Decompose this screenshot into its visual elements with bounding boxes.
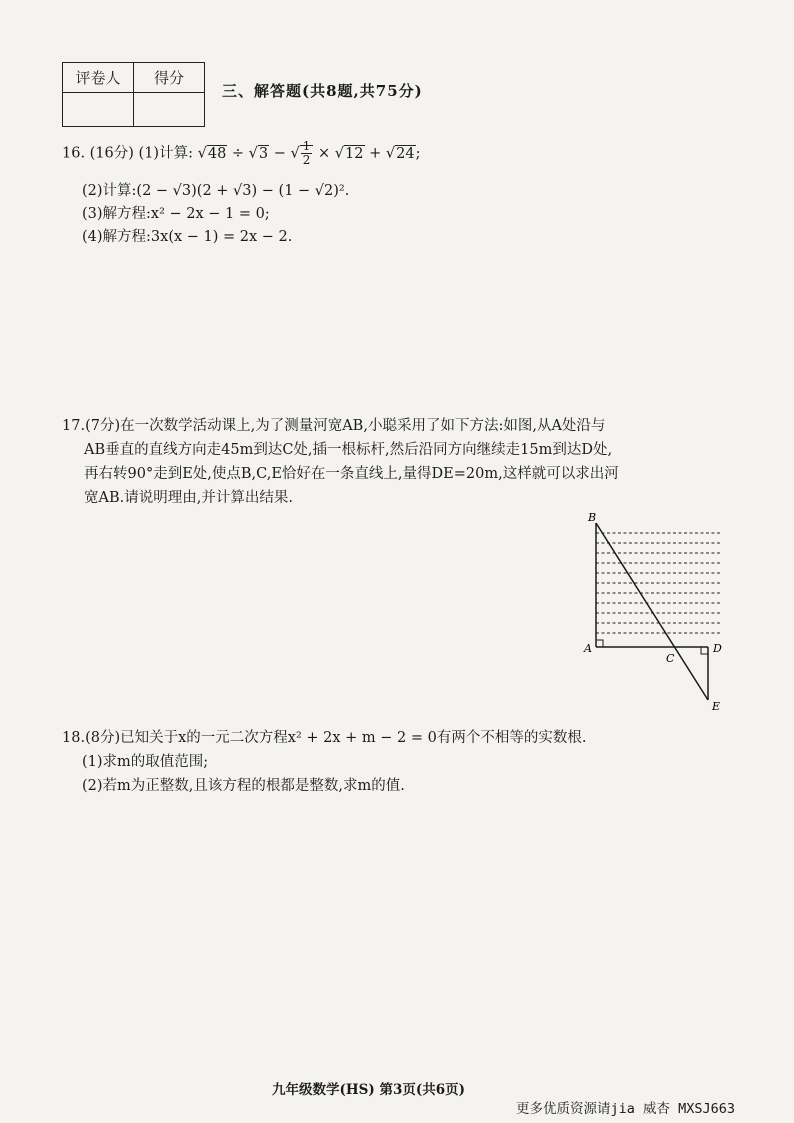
q16-part3: (3)解方程:x² − 2x − 1 = 0; (82, 206, 270, 222)
q16-frac-den: 2 (302, 153, 311, 167)
right-angle-a (596, 640, 603, 647)
resource-ad-text: 更多优质资源请jia 威杏 MXSJ663 (516, 1101, 736, 1117)
q17-line4: 宽AB.请说明理由,并计算出结果. (84, 490, 293, 506)
right-angle-d (701, 647, 708, 654)
q17-text (62, 414, 722, 510)
grader-header: 评卷人 (63, 63, 134, 93)
q17-line1-text: (7分)在一次数学活动课上,为了测量河宽AB,小聪采用了如下方法:如图,从A处沿与 (85, 418, 606, 434)
q16-radicand-d: 24 (396, 145, 415, 162)
q17-line2: AB垂直的直线方向走45m到达C处,插一根标杆,然后沿同方向继续走15m到达D处, (84, 442, 613, 458)
q16-radicand-a: 48 (207, 145, 227, 162)
q18-number: 18. (62, 730, 86, 746)
q16-op-div: ÷ (231, 145, 245, 162)
river-lines (596, 533, 720, 633)
q18-line1-text: (8分)已知关于x的一元二次方程x² + 2x + m − 2 = 0有两个不相等的实数根. (85, 730, 587, 746)
q16-op-minus: − (273, 145, 286, 162)
label-e: E (712, 700, 721, 713)
label-d: D (713, 642, 722, 655)
score-header: 得分 (134, 63, 205, 93)
q16-part4: (4)解方程:3x(x − 1) = 2x − 2. (82, 229, 293, 245)
label-a: A (584, 642, 592, 655)
q17-number: 17. (62, 418, 86, 434)
q16-fraction (301, 140, 313, 167)
label-b: B (588, 511, 597, 524)
q16-radicand-c: 12 (345, 145, 364, 162)
q16-part2: (2)计算:(2 − √3)(2 + √3) − (1 − √2)². (82, 183, 350, 199)
q16-part1-label: (1)计算: (138, 145, 193, 162)
q16-frac-num: 1 (302, 139, 311, 153)
label-c: C (666, 652, 675, 665)
q16-points: (16分) (89, 145, 134, 162)
q16-part1-end: ; (415, 145, 421, 162)
q17-line3: 再右转90°走到E处,使点B,C,E恰好在一条直线上,量得DE=20m,这样就可以求出河 (84, 466, 619, 482)
q17-line1 (62, 414, 722, 438)
page-footer: 九年级数学(HS) 第3页(共6页) (272, 1082, 466, 1098)
q18-line1 (62, 726, 586, 750)
q18-part2: (2)若m为正整数,且该方程的根都是整数,求m的值. (82, 778, 405, 794)
q16-op-plus: + (369, 145, 382, 162)
section-heading: 三、解答题(共8题,共75分) (222, 82, 423, 100)
q16-radicand-b: 3 (258, 145, 269, 162)
q16-line1: 16. (16分) (1)计算: √48 ÷ √3 − √ $\frac{1}{2}$ × √12 + √24; (62, 139, 421, 167)
q17-figure (570, 505, 740, 715)
score-cell (134, 93, 205, 127)
q16-number: 16. (62, 145, 86, 162)
q18-part1: (1)求m的取值范围; (82, 754, 209, 770)
score-table (62, 62, 205, 127)
q16-op-times: × (318, 145, 331, 162)
grader-cell (63, 93, 134, 127)
segment-be (596, 523, 708, 700)
